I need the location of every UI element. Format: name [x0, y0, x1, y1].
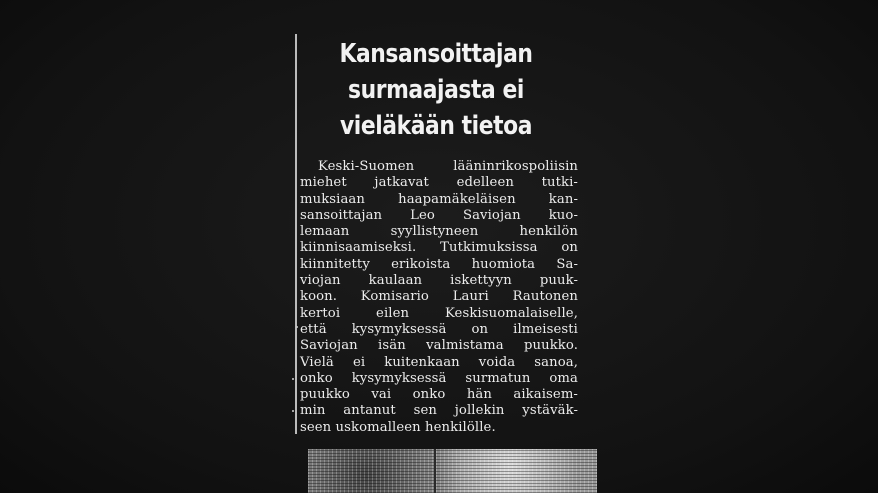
- body-line: puukko vai onko hän aikaisem-: [300, 387, 578, 403]
- headline-line: vieläkään tietoa: [339, 111, 533, 141]
- print-speck: [296, 326, 298, 328]
- body-line: lemaan syyllistyneen henkilön: [300, 224, 578, 240]
- halftone-photo: [308, 449, 597, 493]
- headline-line: surmaajasta ei: [348, 75, 524, 105]
- article-body: [300, 159, 578, 436]
- body-line: muksiaan haapamäkeläisen kan-: [300, 191, 578, 207]
- column-rule: [295, 34, 297, 434]
- headline: [337, 36, 535, 144]
- headline-line: Kansansoittajan: [339, 39, 533, 69]
- body-line: miehet jatkavat edelleen tutki-: [300, 175, 578, 191]
- body-line: että kysymyksessä on ilmeisesti: [300, 321, 578, 337]
- body-line: kiinnisaamiseksi. Tutkimuksissa on: [300, 240, 578, 256]
- body-line: min antanut sen jollekin ystäväk-: [300, 403, 578, 419]
- body-line: kiinnitetty erikoista huomiota Sa-: [300, 256, 578, 272]
- body-line: koon. Komisario Lauri Rautonen: [300, 289, 578, 305]
- print-speck: [292, 410, 294, 412]
- photo-divider: [434, 449, 436, 493]
- body-line: Vielä ei kuitenkaan voida sanoa,: [300, 354, 578, 370]
- body-line: seen uskomalleen henkilölle.: [300, 419, 496, 435]
- body-line: kertoi eilen Keskisuomalaiselle,: [300, 305, 578, 321]
- print-speck: [292, 378, 294, 380]
- body-line: Saviojan isän valmistama puukko.: [300, 338, 578, 354]
- body-line: sansoittajan Leo Saviojan kuo-: [300, 207, 578, 223]
- body-line: onko kysymyksessä surmatun oma: [300, 370, 578, 386]
- body-line: viojan kaulaan iskettyyn puuk-: [300, 273, 578, 289]
- body-line: Keski-Suomen lääninrikospoliisin: [318, 159, 578, 174]
